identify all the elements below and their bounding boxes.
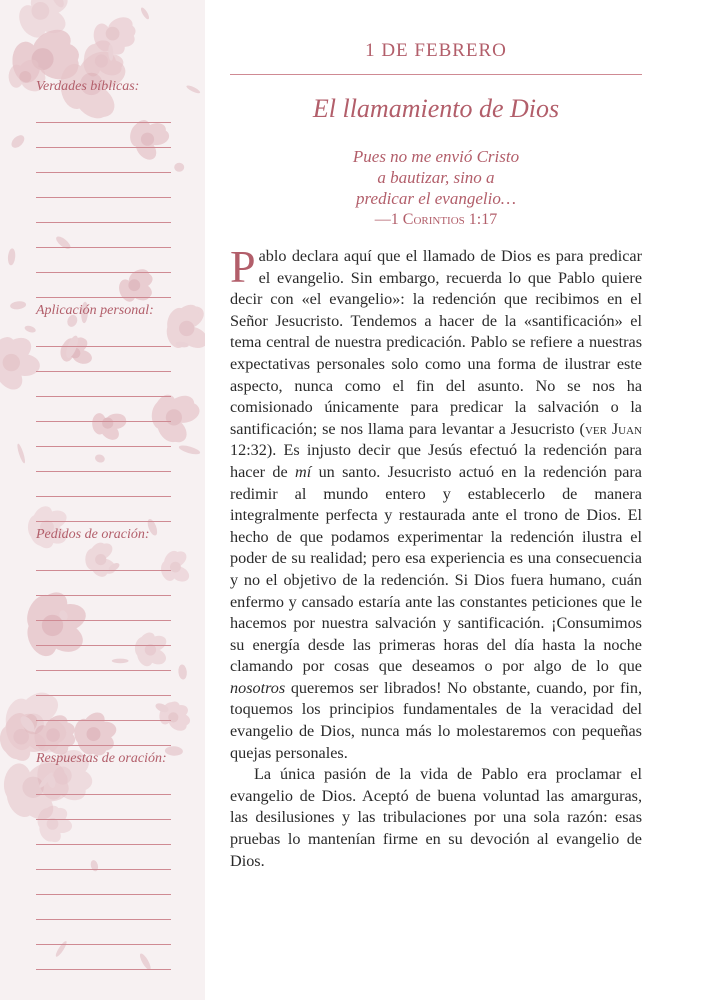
rose-flower [0,333,41,395]
writing-line[interactable] [36,945,171,970]
writing-line[interactable] [36,198,171,223]
writing-line[interactable] [36,422,171,447]
writing-line[interactable] [36,920,171,945]
writing-line[interactable] [36,447,171,472]
body-paragraph: La única pasión de la vida de Pablo era proclamar el evangelio de Dios. Aceptó de buena voluntad las amarguras, las desilusiones y las tribulaciones por una sola razón: esas pruebas lo mantenían firme en su devoción al evangelio de Dios. [230,765,642,870]
writing-line[interactable] [36,248,171,273]
paragraph-text: un santo. Jesucristo actuó en la redención para redimir al mundo entero y establecerlo de manera integralmente perfecta y restaurada ante el trono de Dios. El hecho de que podamos experimentar la redención ilustra el poder de su realidad; pero esa experiencia es una consecuencia y no el objetivo de la redención. Si Dios fuera humano, cuán enfermo y cansado estaría ante las constantes peticiones que le hacemos por nuestra salvación y santificación. ¡Consumimos su energía desde las primeras horas del día hasta la noche clamando por cosas que deseamos o por algo de lo que [230,462,642,676]
notes-section-prayer-requests [36,524,171,746]
writing-line[interactable] [36,845,171,870]
verse-line: predicar el evangelio… [356,189,516,208]
section-label: Verdades bíblicas: [36,79,140,94]
writing-line[interactable] [36,148,171,173]
leaf-shape [16,443,27,464]
writing-line[interactable] [36,870,171,895]
writing-line[interactable] [36,223,171,248]
cross-reference: ver Juan 12:32 [230,419,642,460]
writing-line[interactable] [36,273,171,298]
writing-line[interactable] [36,795,171,820]
writing-line[interactable] [36,696,171,721]
leaf-shape [178,664,188,680]
writing-line[interactable] [36,646,171,671]
writing-line[interactable] [36,123,171,148]
writing-lines[interactable] [36,322,171,522]
leaf-shape [9,133,27,150]
writing-lines[interactable] [36,98,171,298]
emphasis-text: nosotros [230,678,286,697]
writing-lines[interactable] [36,770,171,970]
section-label: Respuestas de oración: [36,751,167,766]
paragraph-text: ). Es injusto decir que Jesús efectuó la redención para hacer de [230,441,642,481]
writing-line[interactable] [36,98,171,123]
paragraph-text: queremos ser librados! No obstante, cuando, por fin, toquemos los principios fundamentales de la veracidad del evangelio de Dios, nunca más lo molestaremos con pequeñas quejas personales. [230,678,642,762]
verse-line: a bautizar, sino a [377,168,495,187]
leaf-shape [7,248,16,266]
writing-line[interactable] [36,596,171,621]
emphasis-text: mí [295,462,312,481]
leaf-shape [174,163,184,172]
writing-line[interactable] [36,347,171,372]
section-label: Aplicación personal: [36,303,154,318]
leaf-shape [24,324,37,333]
notes-sidebar [0,0,205,1000]
writing-line[interactable] [36,472,171,497]
section-label: Pedidos de oración: [36,527,150,542]
devotional-page [230,0,642,1000]
writing-lines[interactable] [36,546,171,746]
body-paragraph [230,241,642,764]
paragraph-text: ablo declara aquí que el llamado de Dios es para predicar el evangelio. Sin embargo, recuerda lo que Pablo quiere decir con «el evangelio»: la redención que recibimos en el Señor Jesucristo. Tendemos a hacer de la «santificación» el tema central de nuestra predicación. Pablo se refiere a nuestras expectativas personales solo como una forma de ilustrar este aspecto, nunca como el fin del asunto. No se nos ha comisionado únicamente para predicar la salvación o la santificación; se nos llama para levantar a Jesucristo ( [230,247,642,438]
writing-line[interactable] [36,571,171,596]
writing-line[interactable] [36,546,171,571]
writing-line[interactable] [36,671,171,696]
writing-line[interactable] [36,621,171,646]
writing-line[interactable] [36,721,171,746]
leaf-shape [178,444,201,456]
writing-line[interactable] [36,372,171,397]
leaf-shape [10,300,27,310]
notes-section-biblical-truths [36,76,171,298]
date-divider [230,74,642,75]
leaf-shape [139,6,150,20]
writing-line[interactable] [36,397,171,422]
writing-line[interactable] [36,820,171,845]
writing-line[interactable] [36,497,171,522]
writing-line[interactable] [36,322,171,347]
notes-section-personal-application [36,300,171,522]
notes-section-prayer-answers [36,748,171,970]
verse-reference: —1 Corintios 1:17 [374,211,498,228]
verse-line: Pues no me envió Cristo [352,147,520,166]
leaf-shape [186,84,201,95]
scripture-quote [230,146,642,230]
writing-line[interactable] [36,770,171,795]
page-date: 1 DE FEBRERO [365,40,507,61]
writing-line[interactable] [36,173,171,198]
drop-cap: P [230,241,256,292]
devotional-body [230,241,642,872]
page-title: El llamamiento de Dios [312,94,560,123]
writing-line[interactable] [36,895,171,920]
